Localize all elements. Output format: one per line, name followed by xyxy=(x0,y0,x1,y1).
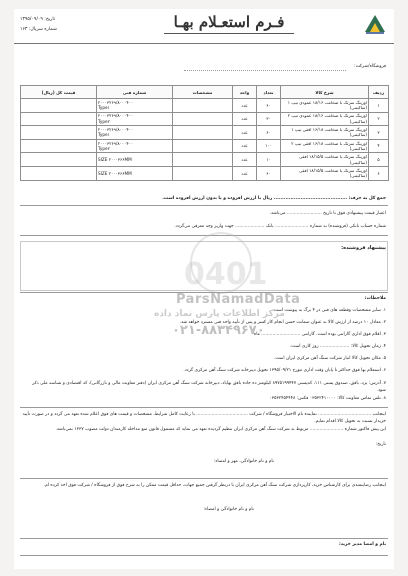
item-quantity: ۶۰ xyxy=(257,126,281,140)
item-part-number: ۲۰۰۰۳۲۶۹/۸۰۰۰۴۰۰ Type۱ xyxy=(97,99,173,113)
form-date: تاریخ: ۱۳۹۵/۰۹/۰۹ xyxy=(20,17,55,22)
form-serial: شماره سریال: ۱۶۳ xyxy=(20,27,57,32)
item-quantity: ۱۰۰ xyxy=(257,139,281,153)
item-quantity: ۱۰ xyxy=(257,153,281,167)
row-number: ۴ xyxy=(369,139,389,153)
item-spec xyxy=(173,166,233,180)
item-spec xyxy=(173,153,233,167)
table-row xyxy=(21,112,389,126)
item-price-field[interactable] xyxy=(21,153,97,167)
divider xyxy=(20,538,388,539)
commitment-signature-label: نام و نام خانوادگی، مهر و امضاء: xyxy=(213,459,274,464)
divider xyxy=(20,205,388,206)
commitment-date-label: تاریخ: xyxy=(375,442,386,447)
divider xyxy=(20,292,388,293)
commitment-text: این پیش فاکتور شماره ........................ مربوط به شرکت سنگ آهن مرکزی ایران تنظیم گردیده تعهد می نماید که مشمول قانون منع مداخله کارمندان دولت مصوب ۱۳۳۷ نمی‌باشد. xyxy=(55,427,386,432)
item-quantity: ۶۰ xyxy=(257,99,281,113)
note-item: ۶. استعلام بها فوق حداکثر تا پایان وقت اداری مورخ ۱۳۹۵/۰۹/۲۱ تحویل دبیرخانه شرکت سنگ آهن مرکزی گردد. xyxy=(183,368,386,373)
watermark-phone: ۰۲۱-۸۸۳۴۹۶۷۰ xyxy=(172,323,265,338)
items-table xyxy=(20,85,389,181)
title-underline xyxy=(164,33,294,34)
item-unit: عدد xyxy=(233,153,257,167)
table-row xyxy=(21,166,389,180)
item-description: اورینگ سرتک با ضخامت ۱۸/۱۵/۵ افقی (ساکیتنی) xyxy=(281,166,369,180)
item-spec xyxy=(173,139,233,153)
watermark-tagline: مرکز اطلاعات پارس نماد داده xyxy=(154,309,285,319)
notes-label: ملاحظات: xyxy=(364,296,386,301)
note-item: ۸. تلفن تماس معاونت کالا: ۰۳۵۳۲۴۱۰۰۰۰ فکس: ۰۳۵۳۲۴۵۴۴۴۸ xyxy=(269,396,386,401)
col-description: شرح کالا xyxy=(281,86,369,99)
buyer-manager-label: نام و امضا مدیر خرید: xyxy=(338,542,386,547)
col-part-number: شماره فنی xyxy=(97,86,173,99)
item-price-field[interactable] xyxy=(21,139,97,153)
header-divider xyxy=(14,43,394,44)
commitment-text: اینجانب ...................................... نماینده تام الاختیار فروشگاه / شرکت ..................................... با رعایت کامل شرایط، مشخصات و قیمت های فوق اعلام شده تعهد می گردد و در صورت تأیید خریدار نسبت به تحویل کالا اقدام نمایم. xyxy=(22,412,386,424)
note-item: ۷. آدرس: یزد، بافق، صندوق پستی ۱۱۱، کدپستی ۸۹۷۵۱۹۹۴۴۷ کیلومتر ده جاده بافق بهاباد، دبیرخانه شرکت سنگ آهن مرکزی ایران (دفتر معاونت مالی و بازرگانی)، کد اقتصادی و شناسه ملی ذکر شود. xyxy=(32,381,386,393)
bank-account: شماره حساب بانکی (فروشنده) به شماره ........................ بانک ..................... جهت واریز وجه معرفی می‌گردد. xyxy=(174,224,386,229)
divider xyxy=(20,407,388,408)
note-item: ۲. معادل ۱۰ درصد از ارزش کالا به عنوان ضمانت حسن انجام کار کسر و پس از تأیید واحد فنی مسترد خواهد شد. xyxy=(179,320,386,325)
item-spec xyxy=(173,126,233,140)
item-quantity: ۶۰ xyxy=(257,166,281,180)
item-part-number: ۲۰۰۰۳۲۶۹/۸۰۰۰۴۰۰ Type۲ xyxy=(97,112,173,126)
price-validity: اعتبار قیمت پیشنهادی فوق تا تاریخ ......................... می‌باشد. xyxy=(269,211,386,216)
item-price-field[interactable] xyxy=(21,99,97,113)
supplier-label: فروشگاه/شرکت: xyxy=(354,64,386,69)
item-description: اورینگ سرتک با ضخامت ۱۸/۱۶ عمودی تیپ ۲ (ساکیتنی) xyxy=(281,112,369,126)
item-unit: عدد xyxy=(233,99,257,113)
row-number: ۱ xyxy=(369,99,389,113)
item-quantity: ۳۰ xyxy=(257,112,281,126)
item-price-field[interactable] xyxy=(21,166,97,180)
declaration-signature-label: نام و نام خانوادگی و امضاء: xyxy=(203,507,254,512)
col-quantity: تعداد xyxy=(257,86,281,99)
inquiry-form xyxy=(14,9,394,569)
row-number: ۵ xyxy=(369,153,389,167)
watermark-brand: ParsNamadData xyxy=(176,292,301,307)
item-spec xyxy=(173,99,233,113)
item-price-field[interactable] xyxy=(21,112,97,126)
item-price-field[interactable] xyxy=(21,126,97,140)
item-part-number: ۲۰۰۰۳۲۶۹/۸۰۰۰۴۰۰ Type۱ xyxy=(97,126,173,140)
form-title: فـرم استعـلام بهـا xyxy=(173,13,285,31)
item-part-number: SIZE ۲۰۰۰۳۶۶MM xyxy=(97,153,173,167)
declaration-text: اینجانب رضایتمندی برای کارشناس خرید، کارپردازی شرکت سنگ آهن مرکزی ایران با درنظر گرفتن جمیع جهات، حداقل قیمت ممکن را به شرح فوق از فروشگاه / شرکت فوق اخذ کرده ام. xyxy=(43,483,386,488)
note-item: ۳. اقلام فوق اداری گارانتی بوده است. گارانتی ............................ ماه xyxy=(253,332,386,337)
col-spec: مشخصات xyxy=(173,86,233,99)
item-unit: عدد xyxy=(233,139,257,153)
col-total-price: قیمت کل (ریال) xyxy=(21,86,97,99)
row-number: ۲ xyxy=(369,112,389,126)
proposals-label: پیشنهاد فروشنده: xyxy=(341,245,386,251)
table-row xyxy=(21,126,389,140)
table-row xyxy=(21,99,389,113)
item-description: اورینگ سرتک با ضخامت ۱۸/۱۶ عمودی تیپ ۱ (ساکیتنی) xyxy=(281,99,369,113)
col-row: ردیف xyxy=(369,86,389,99)
item-unit: عدد xyxy=(233,126,257,140)
table-row xyxy=(21,153,389,167)
company-logo xyxy=(362,12,388,36)
item-description: اورینگ سرتک با ضخامت ۱۸/۱۵/۵ افقی (ساکیتنی) xyxy=(281,153,369,167)
row-number: ۳ xyxy=(369,126,389,140)
col-unit: واحد xyxy=(233,86,257,99)
row-number: ۶ xyxy=(369,166,389,180)
item-description: اورینگ سرتک با ضخامت ۱۶/۱۸ افقی تیپ ۲ (ساکیتنی) xyxy=(281,139,369,153)
note-item: ۱. سایر مشخصات وقطعه های فنی در ۴ برگ به پیوست است. xyxy=(272,308,386,313)
total-in-words: جمع کل به حرف: ............................................ ریال با ارزش افزوده و یا بدون ارزش افزوده است. xyxy=(162,196,386,201)
watermark-number: 0401 xyxy=(184,257,268,292)
item-description: اورینگ سرتک با ضخامت ۱۶/۱۸ افقی تیپ ۱ (ساکیتنی) xyxy=(281,126,369,140)
item-unit: عدد xyxy=(233,112,257,126)
note-item: ۴. زمان تحویل کالا: ..................... روز کاری است. xyxy=(289,344,386,349)
divider xyxy=(20,478,388,479)
note-item: ۵. مکان تحویل کالا انبار شرکت سنگ آهن مرکزی ایران است. xyxy=(273,356,386,361)
item-unit: عدد xyxy=(233,166,257,180)
divider xyxy=(20,555,388,556)
table-header-row xyxy=(21,86,389,99)
item-part-number: SIZE ۲۰۰۰۳۶۶MM xyxy=(97,166,173,180)
item-spec xyxy=(173,112,233,126)
item-part-number: ۲۰۰۰۳۲۶۹/۸۰۰۰۴۰۰ Type۲ xyxy=(97,139,173,153)
supplier-field[interactable] xyxy=(184,70,346,71)
table-row xyxy=(21,139,389,153)
